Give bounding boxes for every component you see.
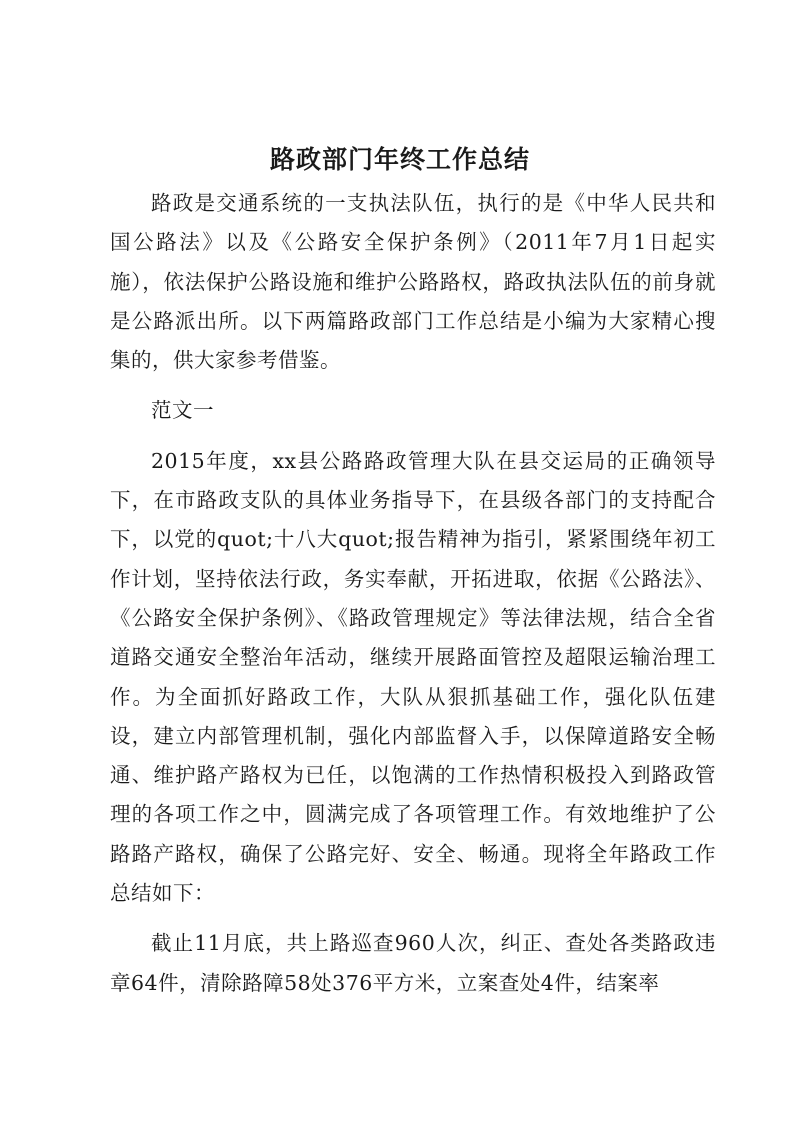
document-body <box>110 184 716 1003</box>
document-title: 路政部门年终工作总结 <box>269 145 530 174</box>
section-heading-sample-one: 范文一 <box>151 398 214 423</box>
summary-paragraph: 2015年度，xx县公路路政管理大队在县交运局的正确领导下，在市路政支队的具体业务指导下，在县级各部门的支持配合下，以党的quot;十八大quot;报告精神为指引，紧紧围绕年初工作计划，坚持依法行政，务实奉献，开拓进取，依据《公路法》、《公路安全保护条例》、《路政管理规定》等法律法规，结合全省道路交通安全整治年活动，继续开展路面管控及超限运输治理工作。为全面抓好路政工作，大队从狠抓基础工作，强化队伍建设，建立内部管理机制，强化内部监督入手，以保障道路安全畅通、维护路产路权为已任，以饱满的工作热情积极投入到路政管理的各项工作之中，圆满完成了各项管理工作。有效地维护了公路路产路权，确保了公路完好、安全、畅通。现将全年路政工作总结如下： <box>110 448 716 906</box>
intro-paragraph: 路政是交通系统的一支执法队伍，执行的是《中华人民共和国公路法》以及《公路安全保护条例》（2011年7月1日起实施），依法保护公路设施和维护公路路权，路政执法队伍的前身就是公路派出所。以下两篇路政部门工作总结是小编为大家精心搜集的，供大家参考借鉴。 <box>110 191 716 373</box>
statistics-paragraph: 截止11月底，共上路巡查960人次，纠正、查处各类路政违章64件，清除路障58处376平方米，立案查处4件，结案率 <box>110 931 716 995</box>
